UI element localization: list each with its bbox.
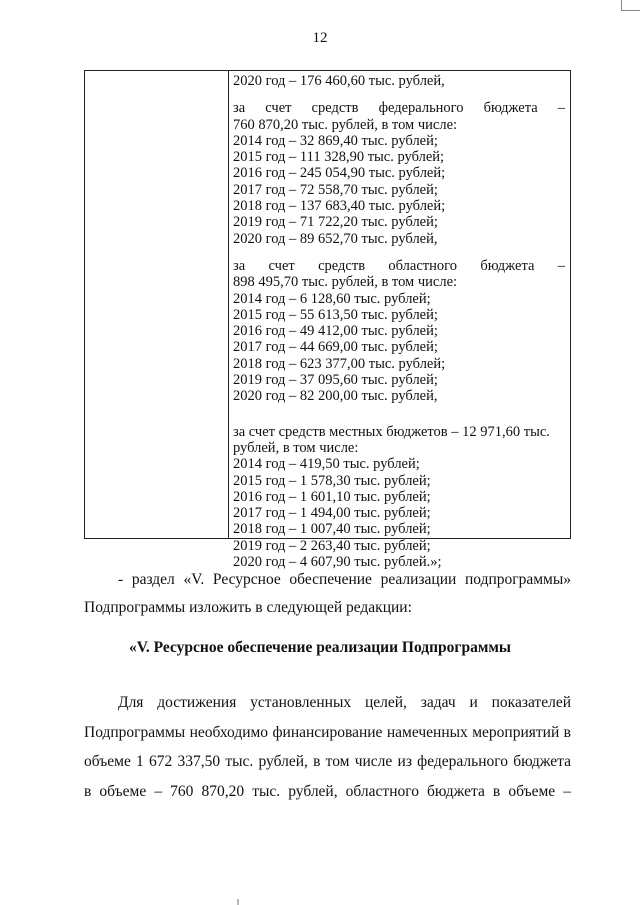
local-year-line: 2016 год – 1 601,10 тыс. рублей; [233,488,431,505]
regional-year-line: 2014 год – 6 128,60 тыс. рублей; [233,290,431,307]
local-year-line: 2019 год – 2 263,40 тыс. рублей; [233,537,431,554]
local-year-line: 2018 год – 1 007,40 тыс. рублей; [233,521,431,538]
federal-year-line: 2016 год – 245 054,90 тыс. рублей; [233,165,446,182]
federal-year-line: 2018 год – 137 683,40 тыс. рублей; [233,198,446,215]
scan-artifact [237,899,239,905]
federal-year-line: 2019 год – 71 722,20 тыс. рублей; [233,214,438,231]
instruction-line-1: - раздел «V. Ресурсное обеспечение реализации подпрограммы» [118,571,572,588]
federal-budget-heading: за счет средств федерального бюджета – [233,100,566,117]
regional-year-line: 2016 год – 49 412,00 тыс. рублей; [233,323,438,340]
regional-year-line: 2019 год – 37 095,60 тыс. рублей; [233,372,438,389]
body-line-2: Подпрограммы необходимо финансирование намеченных мероприятий в [84,723,571,741]
body-paragraph [84,688,571,806]
funding-table [84,70,571,571]
federal-year-line: 2014 год – 32 869,40 тыс. рублей; [233,132,438,149]
body-line-4: в объеме – 760 870,20 тыс. рублей, областного бюджета в объеме – [84,782,571,800]
local-year-line: 2015 год – 1 578,30 тыс. рублей; [233,472,431,489]
body-line-3: объеме 1 672 337,50 тыс. рублей, в том числе из федерального бюджета [84,753,571,770]
table-line: 2020 год – 176 460,60 тыс. рублей, [233,73,445,89]
body-line-1: Для достижения установленных целей, задач и показателей [118,694,571,711]
instruction-line-2: Подпрограммы изложить в следующей редакции: [84,599,412,616]
local-year-line: 2014 год – 419,50 тыс. рублей; [233,456,420,473]
local-year-line: 2017 год – 1 494,00 тыс. рублей; [233,505,431,522]
local-budget-heading: за счет средств местных бюджетов – 12 971,60 тыс. [233,423,550,440]
regional-budget-heading: за счет средств областного бюджета – [233,257,566,274]
regional-year-line: 2015 год – 55 613,50 тыс. рублей; [233,306,438,323]
table-column-divider [228,71,229,538]
federal-budget-total: 760 870,20 тыс. рублей, в том числе: [233,116,458,133]
regional-year-line: 2017 год – 44 669,00 тыс. рублей; [233,339,438,356]
regional-year-line: 2020 год – 82 200,00 тыс. рублей, [233,388,438,405]
federal-year-line: 2020 год – 89 652,70 тыс. рублей, [233,230,438,247]
federal-year-line: 2017 год – 72 558,70 тыс. рублей; [233,181,438,198]
federal-year-line: 2015 год – 111 328,90 тыс. рублей; [233,149,445,166]
regional-budget-total: 898 495,70 тыс. рублей, в том числе: [233,274,458,291]
table-cell-funding [233,73,565,570]
corner-scan-mark [621,0,640,11]
instruction-paragraph [84,566,571,622]
regional-year-line: 2018 год – 623 377,00 тыс. рублей; [233,355,446,372]
section-heading: «V. Ресурсное обеспечение реализации Подпрограммы [128,639,512,656]
page-number: 12 [312,30,328,46]
local-budget-total: рублей, в том числе: [233,439,359,456]
local-year-line: 2020 год – 4 607,90 тыс. рублей.»; [233,554,442,571]
